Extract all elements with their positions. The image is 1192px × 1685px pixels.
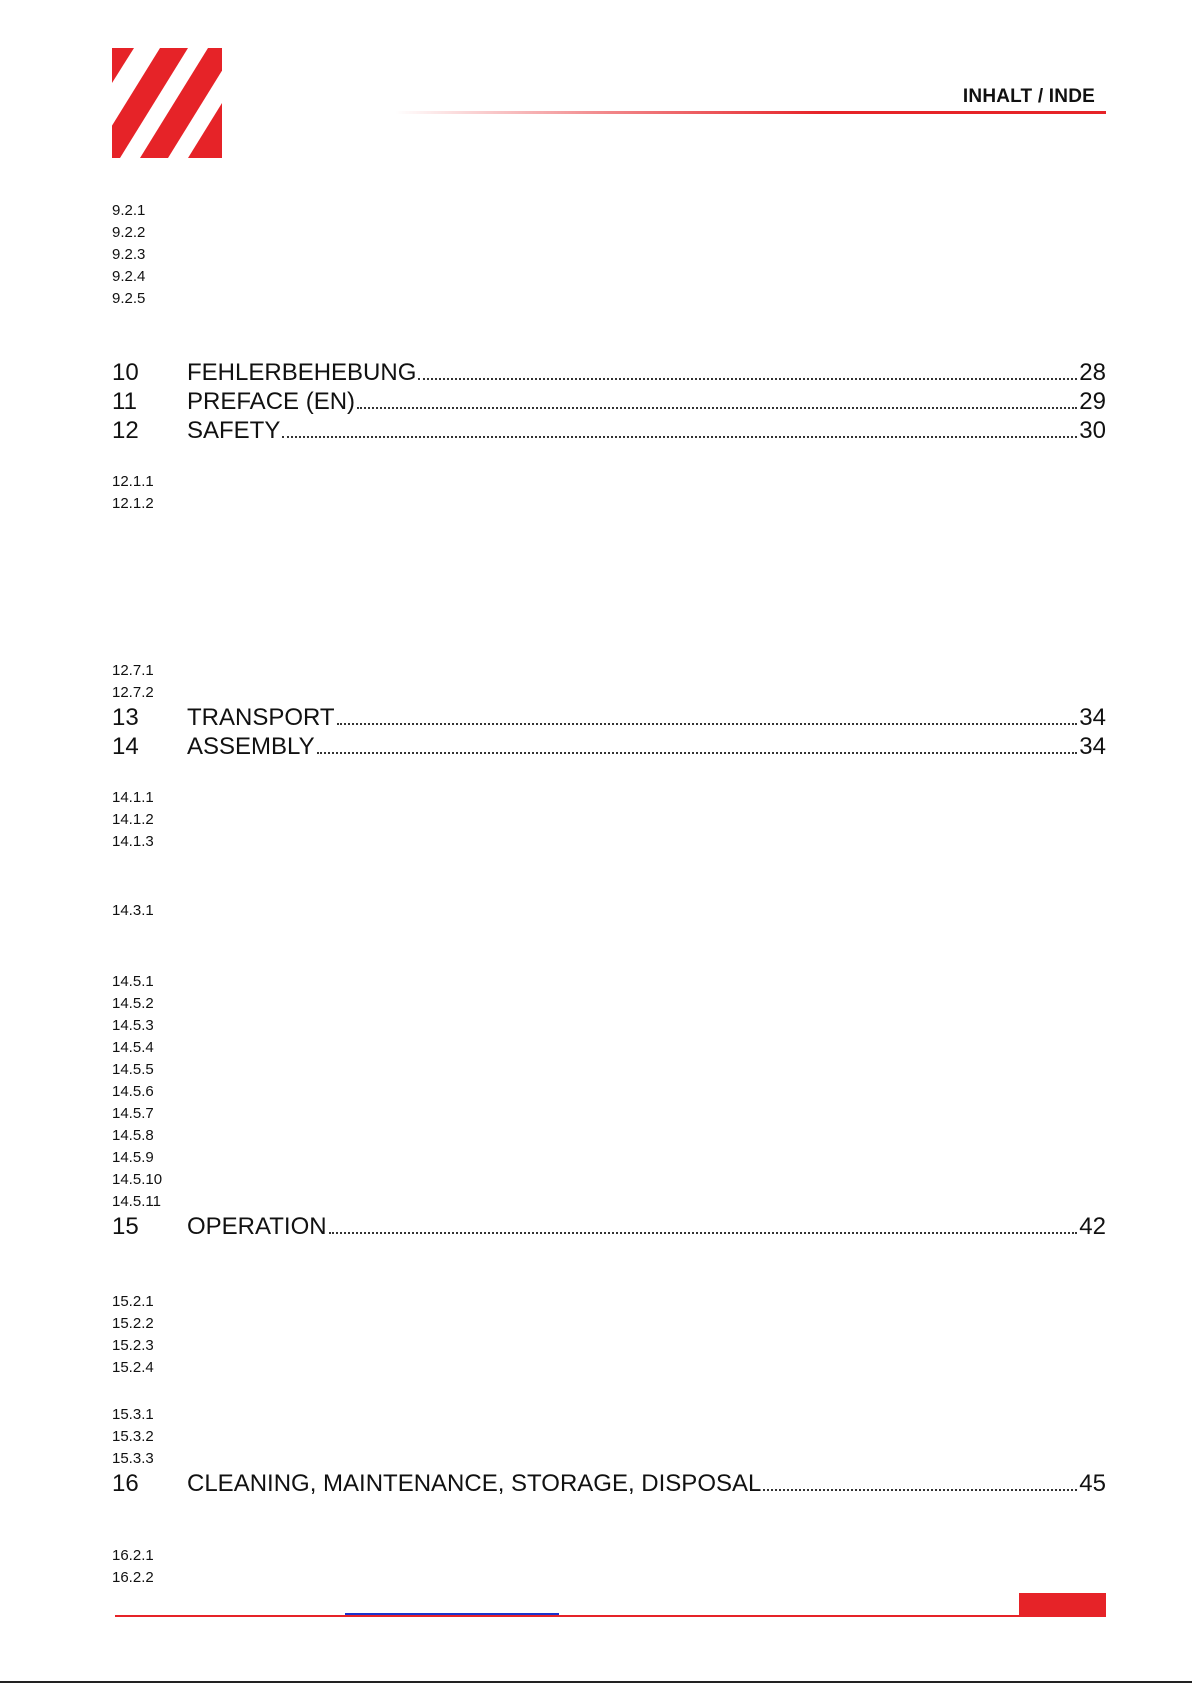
toc-subitem: 12.7.2: [112, 684, 154, 701]
toc-subitem: 14.5.3: [112, 1017, 154, 1034]
toc-entry[interactable]: [112, 1469, 1106, 1499]
toc-entry-number: 11: [112, 388, 137, 415]
toc-leader-dots: [282, 436, 1077, 438]
toc-subitem: 14.5.9: [112, 1149, 154, 1166]
toc-subitem: 14.1.3: [112, 833, 154, 850]
toc-entry-title: TRANSPORT: [187, 704, 335, 731]
toc-leader-dots: [337, 723, 1078, 725]
toc-subitem: 14.5.7: [112, 1105, 154, 1122]
toc-entry-title: OPERATION: [187, 1213, 327, 1240]
toc-entry-title: CLEANING, MAINTENANCE, STORAGE, DISPOSAL: [187, 1470, 762, 1497]
toc-subitem: 9.2.2: [112, 224, 146, 241]
toc-entry-number: 12: [112, 417, 139, 444]
toc-subitem: 16.2.2: [112, 1569, 154, 1586]
toc-entry-page: 28: [1079, 359, 1106, 386]
toc-entry[interactable]: [112, 703, 1106, 733]
toc-subitem: 15.2.2: [112, 1315, 154, 1332]
toc-entry-number: 14: [112, 733, 139, 760]
toc-subitem: 14.5.11: [112, 1193, 161, 1210]
toc-entry-page: 45: [1079, 1470, 1106, 1497]
toc-leader-dots: [317, 752, 1078, 754]
toc-entry-title: FEHLERBEHEBUNG: [187, 359, 417, 386]
page-title: INHALT / INDE: [962, 86, 1095, 107]
toc-subitem: 9.2.5: [112, 290, 146, 307]
toc-entry-number: 15: [112, 1213, 139, 1240]
toc-entry-title: ASSEMBLY: [187, 733, 315, 760]
toc-subitem: 14.1.2: [112, 811, 154, 828]
toc-entry[interactable]: [112, 732, 1106, 762]
toc-subitem: 9.2.3: [112, 246, 146, 263]
toc-subitem: 16.2.1: [112, 1547, 154, 1564]
toc-subitem: 15.2.1: [112, 1293, 154, 1310]
toc-leader-dots: [329, 1232, 1078, 1234]
toc-subitem: 15.3.1: [112, 1406, 154, 1423]
toc-subitem: 14.1.1: [112, 789, 154, 806]
toc-entry-page: 34: [1079, 704, 1106, 731]
page-bottom-edge: [0, 1681, 1192, 1683]
header-rule: [395, 111, 1106, 114]
toc-entry-number: 16: [112, 1470, 139, 1497]
toc-subitem: 12.7.1: [112, 662, 154, 679]
toc-subitem: 12.1.2: [112, 495, 154, 512]
toc-entry[interactable]: [112, 387, 1106, 417]
toc-entry[interactable]: [112, 1212, 1106, 1242]
toc-leader-dots: [418, 378, 1077, 380]
toc-subitem: 15.2.4: [112, 1359, 154, 1376]
toc-subitem: 9.2.1: [112, 202, 146, 219]
toc-entry-number: 10: [112, 359, 139, 386]
toc-subitem: 14.5.8: [112, 1127, 154, 1144]
toc-subitem: 14.5.6: [112, 1083, 154, 1100]
toc-subitem: 14.5.1: [112, 973, 154, 990]
toc-entry[interactable]: [112, 416, 1106, 446]
toc-entry-title: SAFETY: [187, 417, 281, 444]
toc-subitem: 15.3.2: [112, 1428, 154, 1445]
toc-subitem: 14.5.4: [112, 1039, 154, 1056]
toc-subitem: 14.5.5: [112, 1061, 154, 1078]
footer-rule: [115, 1615, 1106, 1617]
toc-subitem: 15.3.3: [112, 1450, 154, 1467]
toc-entry-number: 13: [112, 704, 139, 731]
toc-entry-title: PREFACE (EN): [187, 388, 356, 415]
toc-subitem: 9.2.4: [112, 268, 146, 285]
toc-entry-page: 34: [1079, 733, 1106, 760]
toc-subitem: 12.1.1: [112, 473, 154, 490]
toc-subitem: 14.5.2: [112, 995, 154, 1012]
toc-entry[interactable]: [112, 358, 1106, 388]
toc-entry-page: 30: [1079, 417, 1106, 444]
toc-entry-page: 29: [1079, 388, 1106, 415]
toc-entry-page: 42: [1079, 1213, 1106, 1240]
toc-leader-dots: [763, 1489, 1077, 1491]
toc-subitem: 15.2.3: [112, 1337, 154, 1354]
toc-subitem: 14.5.10: [112, 1171, 163, 1188]
footer-page-box: [1019, 1593, 1106, 1616]
footer-link-underline[interactable]: [345, 1613, 559, 1615]
toc-subitem: 14.3.1: [112, 902, 154, 919]
toc-leader-dots: [357, 407, 1077, 409]
brand-logo: [112, 48, 222, 158]
